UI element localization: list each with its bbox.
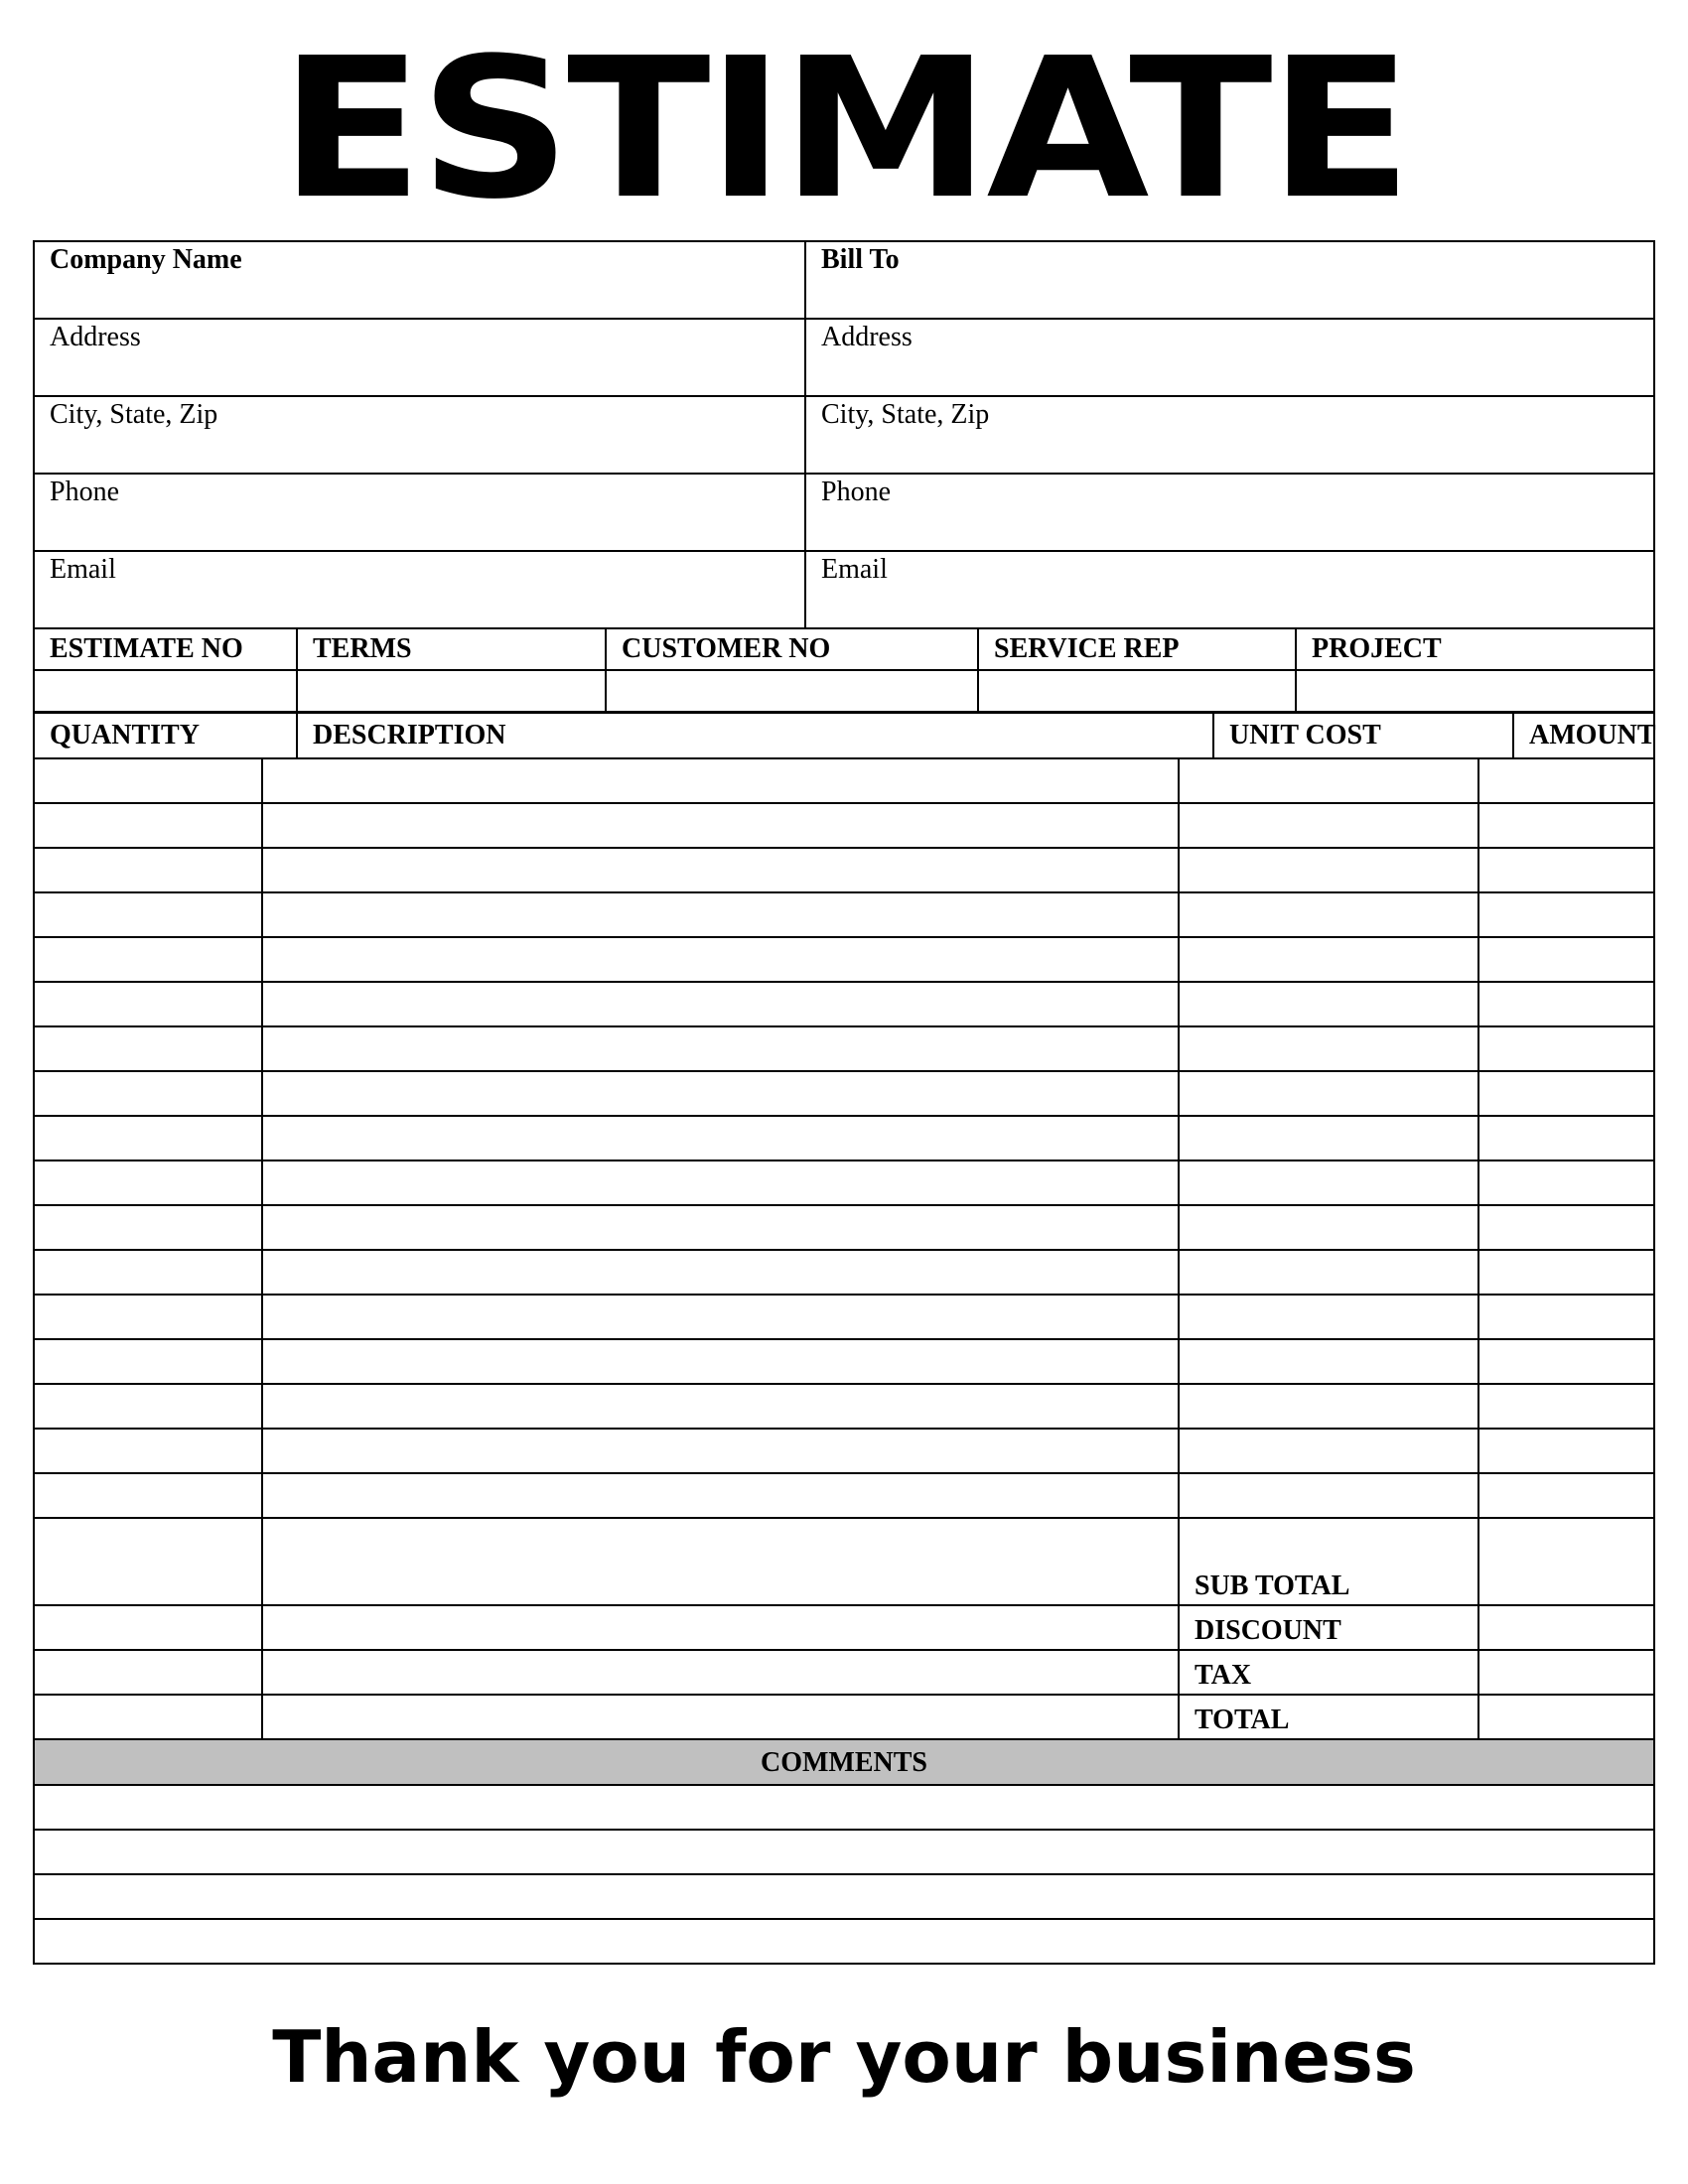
service-rep-label: SERVICE REP	[994, 633, 1180, 664]
company-address-label: Address	[50, 322, 141, 352]
amount-label: AMOUNT	[1529, 720, 1656, 751]
table-cell[interactable]	[263, 983, 1180, 1025]
table-cell[interactable]	[263, 1340, 1180, 1383]
comment-line[interactable]	[35, 1786, 1653, 1831]
table-cell[interactable]	[1180, 804, 1479, 847]
table-cell[interactable]	[263, 938, 1180, 981]
bill-to-address-label: Address	[821, 322, 913, 352]
project-header	[1297, 629, 1651, 669]
company-address-field[interactable]	[35, 320, 806, 395]
estimate-no-input[interactable]	[35, 671, 298, 711]
project-label: PROJECT	[1312, 633, 1442, 664]
service-rep-header	[979, 629, 1297, 669]
table-cell[interactable]	[1180, 759, 1479, 802]
table-cell[interactable]	[1180, 1474, 1479, 1517]
table-cell[interactable]	[35, 1251, 263, 1294]
amount-header	[1514, 714, 1656, 757]
unit-cost-label: UNIT COST	[1229, 720, 1381, 751]
bill-to-field[interactable]	[806, 242, 1651, 318]
description-label: DESCRIPTION	[313, 720, 506, 751]
table-row	[35, 1296, 1653, 1340]
bill-to-phone-label: Phone	[821, 477, 891, 507]
table-cell[interactable]	[1180, 1251, 1479, 1294]
table-cell[interactable]	[1180, 1519, 1479, 1562]
table-cell[interactable]	[35, 849, 263, 891]
company-city-label: City, State, Zip	[50, 399, 218, 430]
table-cell[interactable]	[35, 1340, 263, 1383]
table-cell[interactable]	[1479, 1027, 1651, 1070]
table-cell[interactable]	[1479, 1340, 1651, 1383]
unit-cost-header	[1214, 714, 1514, 757]
table-cell[interactable]	[1180, 1027, 1479, 1070]
table-cell[interactable]	[1479, 1385, 1651, 1428]
tax-label-cell	[1180, 1651, 1479, 1694]
table-cell[interactable]	[35, 1206, 263, 1249]
table-cell[interactable]	[35, 983, 263, 1025]
table-cell[interactable]	[263, 1606, 1180, 1649]
table-cell[interactable]	[263, 1519, 1180, 1562]
discount-label: DISCOUNT	[1195, 1615, 1341, 1646]
comment-line[interactable]	[35, 1831, 1653, 1875]
comment-line[interactable]	[35, 1920, 1653, 1963]
info-row-address	[35, 320, 1653, 397]
table-cell[interactable]	[263, 1072, 1180, 1115]
subtotal-value[interactable]	[1479, 1562, 1651, 1604]
table-cell[interactable]	[1479, 849, 1651, 891]
table-cell[interactable]	[35, 1072, 263, 1115]
table-cell[interactable]	[263, 1251, 1180, 1294]
table-cell[interactable]	[1479, 1117, 1651, 1160]
subtotal-label: SUB TOTAL	[1195, 1570, 1350, 1601]
company-name-label: Company Name	[50, 244, 242, 275]
table-cell[interactable]	[1479, 804, 1651, 847]
meta-value-row	[35, 671, 1653, 714]
table-row	[35, 759, 1653, 804]
table-cell[interactable]	[1180, 938, 1479, 981]
table-cell[interactable]	[35, 938, 263, 981]
table-cell[interactable]	[1180, 849, 1479, 891]
table-cell[interactable]	[1479, 1430, 1651, 1472]
table-row	[35, 1385, 1653, 1430]
table-cell[interactable]	[263, 1696, 1180, 1738]
table-cell[interactable]	[263, 1430, 1180, 1472]
table-cell[interactable]	[1180, 1430, 1479, 1472]
bill-to-email-field[interactable]	[806, 552, 1651, 627]
table-cell[interactable]	[35, 1519, 263, 1562]
table-cell[interactable]	[1479, 1251, 1651, 1294]
service-rep-input[interactable]	[979, 671, 1297, 711]
estimate-no-header	[35, 629, 298, 669]
table-row	[35, 1430, 1653, 1474]
table-cell[interactable]	[1479, 893, 1651, 936]
table-cell[interactable]	[35, 1296, 263, 1338]
company-phone-label: Phone	[50, 477, 119, 507]
table-cell[interactable]	[263, 1206, 1180, 1249]
table-cell[interactable]	[1479, 1296, 1651, 1338]
quantity-header	[35, 714, 298, 757]
tax-label: TAX	[1195, 1660, 1252, 1691]
table-cell[interactable]	[263, 1027, 1180, 1070]
customer-no-header	[607, 629, 979, 669]
comments-header: COMMENTS	[35, 1740, 1653, 1784]
table-cell[interactable]	[263, 1474, 1180, 1517]
table-cell[interactable]	[35, 1385, 263, 1428]
table-cell[interactable]	[35, 759, 263, 802]
table-cell[interactable]	[1180, 1340, 1479, 1383]
info-row-phone	[35, 475, 1653, 552]
company-name-field[interactable]	[35, 242, 806, 318]
table-cell[interactable]	[1479, 1474, 1651, 1517]
total-label-cell	[1180, 1696, 1479, 1738]
quantity-label: QUANTITY	[50, 720, 200, 751]
comments-header-row	[35, 1740, 1653, 1786]
table-cell[interactable]	[1180, 1072, 1479, 1115]
discount-value[interactable]	[1479, 1606, 1651, 1649]
table-row	[35, 1206, 1653, 1251]
project-input[interactable]	[1297, 671, 1651, 711]
table-cell[interactable]	[35, 1562, 263, 1604]
table-cell[interactable]	[1180, 893, 1479, 936]
table-cell[interactable]	[1180, 1206, 1479, 1249]
terms-input[interactable]	[298, 671, 607, 711]
estimate-form	[33, 240, 1655, 1965]
table-row	[35, 1519, 1653, 1562]
items-header-row	[35, 714, 1656, 759]
table-cell[interactable]	[263, 1296, 1180, 1338]
table-cell[interactable]	[263, 759, 1180, 802]
table-cell[interactable]	[1180, 1161, 1479, 1204]
table-cell[interactable]	[1479, 1072, 1651, 1115]
bill-to-city-label: City, State, Zip	[821, 399, 990, 430]
total-row	[35, 1696, 1653, 1740]
table-row	[35, 804, 1653, 849]
customer-no-label: CUSTOMER NO	[622, 633, 831, 664]
discount-row	[35, 1606, 1653, 1651]
bill-to-email-label: Email	[821, 554, 888, 585]
customer-no-input[interactable]	[607, 671, 979, 711]
company-city-field[interactable]	[35, 397, 806, 473]
table-row	[35, 938, 1653, 983]
item-lines	[35, 759, 1653, 1562]
table-cell[interactable]	[35, 1027, 263, 1070]
total-value[interactable]	[1479, 1696, 1651, 1738]
table-cell[interactable]	[35, 1696, 263, 1738]
table-cell[interactable]	[1479, 1519, 1651, 1562]
table-cell[interactable]	[35, 1117, 263, 1160]
table-cell[interactable]	[35, 893, 263, 936]
total-label: TOTAL	[1195, 1705, 1290, 1735]
table-cell[interactable]	[35, 1161, 263, 1204]
company-phone-field[interactable]	[35, 475, 806, 550]
table-row	[35, 849, 1653, 893]
table-cell[interactable]	[1479, 938, 1651, 981]
comment-line[interactable]	[35, 1875, 1653, 1920]
meta-header-row	[35, 629, 1653, 671]
table-cell[interactable]	[35, 1606, 263, 1649]
subtotal-row	[35, 1562, 1653, 1606]
info-row-city	[35, 397, 1653, 475]
table-cell[interactable]	[1180, 983, 1479, 1025]
table-row	[35, 1072, 1653, 1117]
thank-you-footer: Thank you for your business	[272, 2015, 1416, 2099]
table-cell[interactable]	[35, 1430, 263, 1472]
table-row	[35, 1027, 1653, 1072]
table-cell[interactable]	[1180, 1296, 1479, 1338]
bill-to-city-field[interactable]	[806, 397, 1651, 473]
terms-label: TERMS	[313, 633, 412, 664]
table-cell[interactable]	[1180, 1117, 1479, 1160]
table-row	[35, 1474, 1653, 1519]
terms-header	[298, 629, 607, 669]
table-row	[35, 983, 1653, 1027]
table-cell[interactable]	[263, 1562, 1180, 1604]
table-row	[35, 1251, 1653, 1296]
table-cell[interactable]	[263, 893, 1180, 936]
table-cell[interactable]	[1180, 1385, 1479, 1428]
table-cell[interactable]	[263, 1161, 1180, 1204]
table-row	[35, 1161, 1653, 1206]
bill-to-label: Bill To	[821, 244, 900, 275]
table-cell[interactable]	[1479, 759, 1651, 802]
table-cell[interactable]	[263, 804, 1180, 847]
table-cell[interactable]	[1479, 1206, 1651, 1249]
company-email-field[interactable]	[35, 552, 806, 627]
table-cell[interactable]	[263, 1117, 1180, 1160]
table-cell[interactable]	[263, 849, 1180, 891]
table-cell[interactable]	[1479, 983, 1651, 1025]
info-row-name	[35, 242, 1653, 320]
table-cell[interactable]	[35, 1474, 263, 1517]
tax-row	[35, 1651, 1653, 1696]
info-row-email	[35, 552, 1653, 629]
bill-to-phone-field[interactable]	[806, 475, 1651, 550]
table-row	[35, 893, 1653, 938]
company-email-label: Email	[50, 554, 116, 585]
subtotal-label-cell	[1180, 1562, 1479, 1604]
table-row	[35, 1117, 1653, 1161]
table-cell[interactable]	[263, 1385, 1180, 1428]
description-header	[298, 714, 1214, 757]
estimate-no-label: ESTIMATE NO	[50, 633, 243, 664]
bill-to-address-field[interactable]	[806, 320, 1651, 395]
table-cell[interactable]	[35, 1651, 263, 1694]
table-cell[interactable]	[1479, 1161, 1651, 1204]
document-title: ESTIMATE	[279, 15, 1409, 242]
table-cell[interactable]	[263, 1651, 1180, 1694]
table-row	[35, 1340, 1653, 1385]
table-cell[interactable]	[35, 804, 263, 847]
tax-value[interactable]	[1479, 1651, 1651, 1694]
discount-label-cell	[1180, 1606, 1479, 1649]
